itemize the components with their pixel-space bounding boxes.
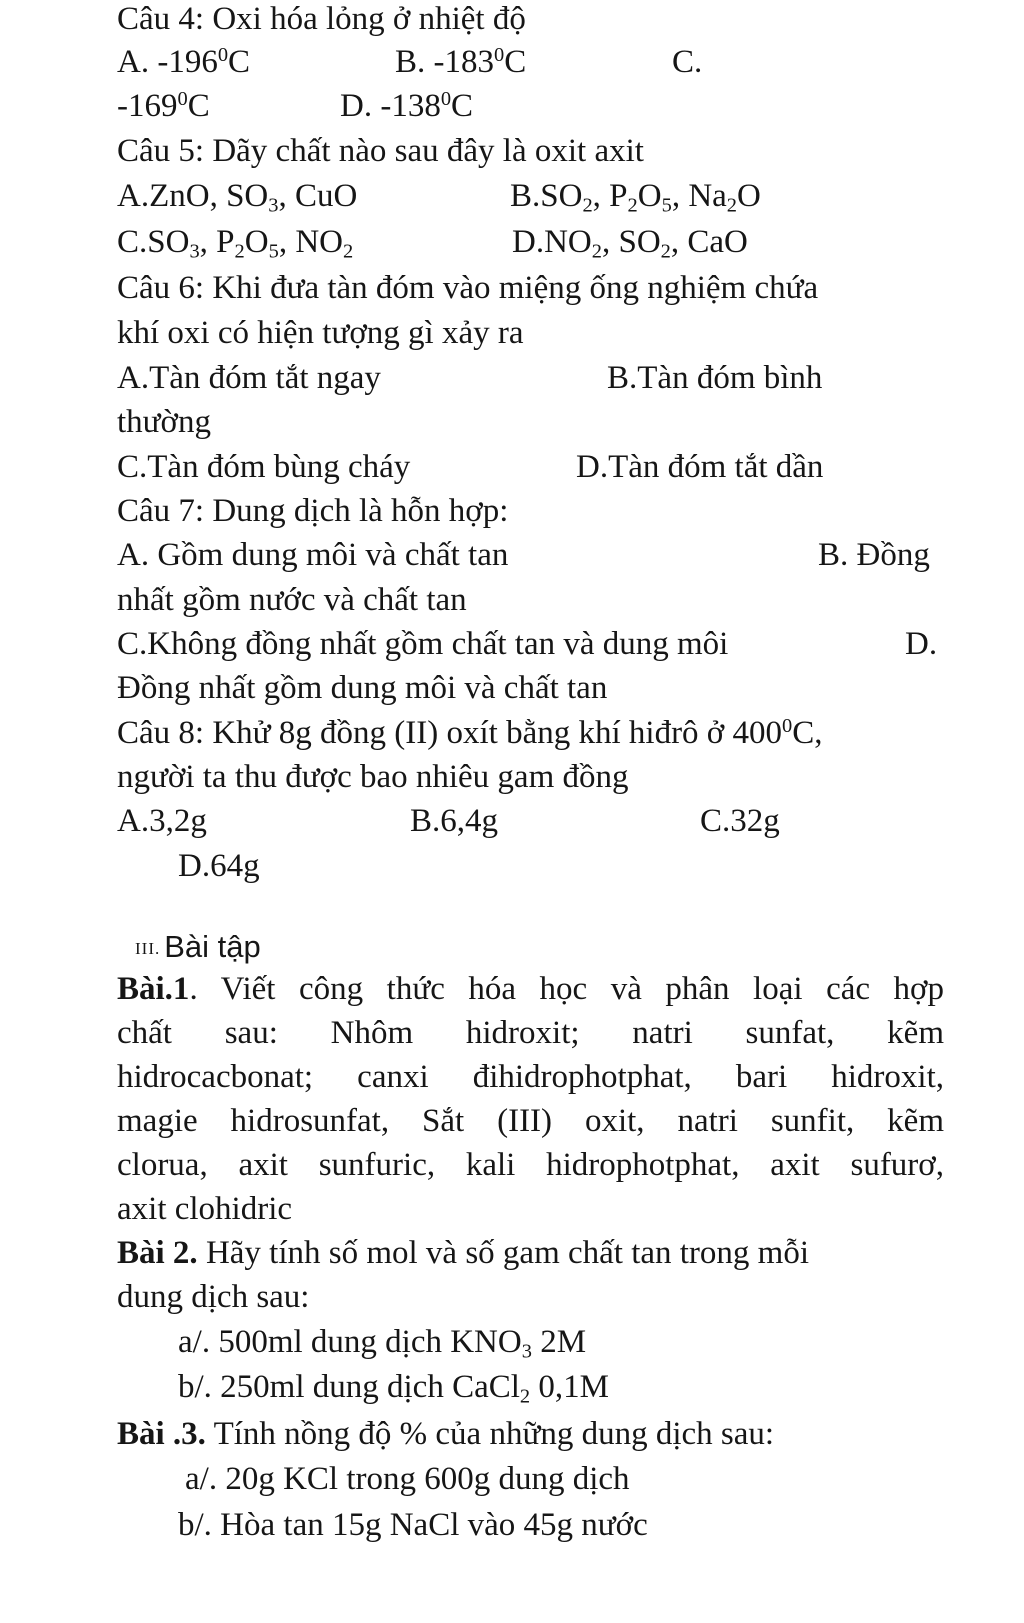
q6-option-a: A.Tàn đóm tắt ngay (117, 360, 381, 396)
q6-question-line2: khí oxi có hiện tượng gì xảy ra (117, 315, 524, 351)
bai3-label: Bài .3. (117, 1416, 206, 1452)
q4-option-b: B. $-183^0C$ (395, 43, 527, 80)
q6-question-line1: Câu 6: Khi đưa tàn đóm vào miệng ống nghiệm chứa (117, 270, 819, 306)
q4-option-d: D. $-138^0C$ (340, 87, 474, 124)
bai3-line1: Bài .3. Tính nồng độ % của những dung dịch sau: (117, 1416, 775, 1452)
q7-option-c: C.Không đồng nhất gồm chất tan và dung môi (117, 626, 729, 662)
bai1-line6: axit clohidric (117, 1191, 293, 1227)
bai1-line3: hidrocacbonat; canxi đihidrophotphat, bari hidroxit, (117, 1059, 944, 1095)
q5-option-a: A.ZnO, $SO_3$, CuO (117, 178, 358, 217)
bai2-line1: Bài 2. Hãy tính số mol và số gam chất tan trong mỗi (117, 1235, 810, 1271)
bai1-line5: clorua, axit sunfuric, kali hidrophotphat, axit sufurơ, (117, 1147, 944, 1183)
q4-option-c-label: C. (672, 44, 703, 80)
bai1-line2: chất sau: Nhôm hidroxit; natri sunfat, kẽm (117, 1015, 944, 1051)
q6-option-c: C.Tàn đóm bùng cháy (117, 449, 411, 485)
section-title: Bài tập (164, 929, 261, 964)
q7-option-b-cont: nhất gồm nước và chất tan (117, 582, 467, 618)
bai2-item-a: a/. 500ml dung dịch $KNO_3$ 2M (178, 1324, 587, 1363)
bai2-item-b: b/. 250ml dung dịch CaCl$_2$ 0,1M (178, 1369, 609, 1408)
q5-option-b: $B.SO_2$, $P_2O_5$, $Na_2O$ (510, 178, 761, 217)
q8-option-c: C.32g (700, 803, 780, 839)
q8-question-line2: người ta thu được bao nhiêu gam đồng (117, 759, 629, 795)
q4-option-c: $-169^0C$ (117, 87, 210, 124)
q6-option-d: D.Tàn đóm tắt dần (576, 449, 824, 485)
bai2-line2: dung dịch sau: (117, 1279, 310, 1315)
q8-option-b: B.6,4g (410, 803, 499, 839)
bai1-line1: Bài.1. Viết công thức hóa học và phân loại các hợp (117, 971, 944, 1007)
q5-question: Câu 5: Dãy chất nào sau đây là oxit axit (117, 133, 644, 169)
q4-question: Câu 4: Oxi hóa lỏng ở nhiệt độ (117, 1, 526, 37)
q7-option-a: A. Gồm dung môi và chất tan (117, 537, 509, 573)
q8-option-d: D.64g (178, 848, 260, 884)
q5-option-c: $C.SO_3$, $P_2O_5$, $NO_2$ (117, 224, 354, 263)
bai3-item-a: a/. 20g KCl trong 600g dung dịch (185, 1461, 630, 1497)
q7-option-b: B. Đồng (818, 537, 930, 573)
q7-option-d-cont: Đồng nhất gồm dung môi và chất tan (117, 670, 608, 706)
q4-option-a: A. $-196^0C$ (117, 43, 251, 80)
q8-option-a: A.3,2g (117, 803, 207, 839)
q7-question: Câu 7: Dung dịch là hỗn hợp: (117, 493, 509, 529)
bai1-line4: magie hidrosunfat, Sắt (III) oxit, natri sunfit, kẽm (117, 1103, 944, 1139)
bai2-label: Bài 2. (117, 1235, 198, 1271)
bai1-label: Bài.1 (117, 971, 190, 1007)
q5-option-d: $D.NO_2$, $SO_2$, CaO (512, 224, 748, 263)
q8-question-line1: Câu 8: Khử 8g đồng (II) oxít bằng khí hiđrô ở $400^0C$, (117, 714, 823, 751)
q6-option-b: B.Tàn đóm bình (607, 360, 823, 396)
section-heading (135, 925, 261, 971)
q7-option-d: D. (905, 626, 938, 662)
q6-option-b-cont: thường (117, 404, 212, 440)
section-numeral: III. (135, 939, 161, 958)
bai3-item-b: b/. Hòa tan 15g NaCl vào 45g nước (178, 1507, 648, 1543)
